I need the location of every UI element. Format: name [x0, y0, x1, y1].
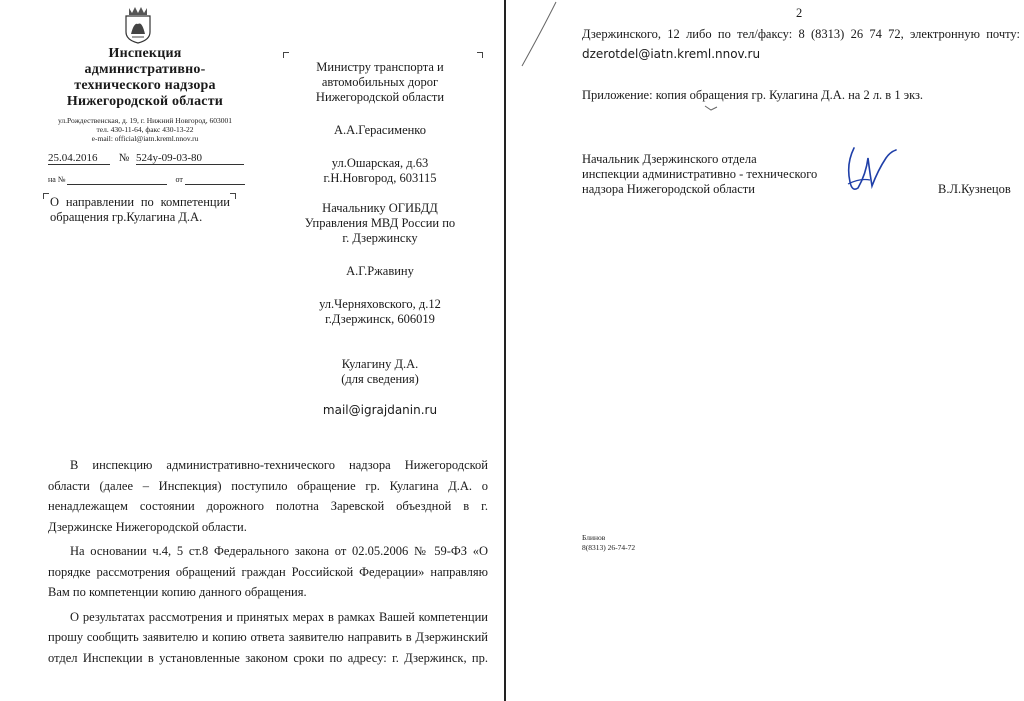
recipient-name: А.Г.Ржавину	[346, 264, 414, 278]
body-line: О результатах рассмотрения и принятых мерах в рамках Вашей компетенции	[70, 609, 488, 624]
issuer-phone: тел. 430-11-64, факс 430-13-22	[96, 125, 194, 134]
recipient-line: г.Н.Новгород, 603115	[323, 171, 437, 185]
signer-title-line: Начальник Дзержинского отдела	[582, 152, 757, 166]
body-line: порядке рассмотрения обращений граждан Российской Федерации» направляю	[48, 564, 488, 579]
issuer-organization	[30, 46, 260, 110]
incoming-date-blank	[185, 175, 245, 185]
recipient-address	[290, 297, 470, 327]
incoming-number-label: на №	[48, 175, 66, 184]
signer-name: В.Л.Кузнецов	[938, 182, 1011, 196]
recipient-line: Начальнику ОГИБДД	[322, 201, 438, 215]
bracket-corner	[283, 52, 289, 58]
body-line: отдел Инспекции в установленные законом сроки по адресу: г. Дзержинск, пр.	[48, 650, 488, 665]
signer-title-line: инспекции административно - технического	[582, 167, 818, 181]
executor-phone: 8(8313) 26-74-72	[582, 543, 636, 552]
subject-line: О направлении по компетенции	[50, 195, 230, 209]
body-line: Дзержинского, 12 либо по тел/факсу: 8 (8313) 26 74 72, электронную почту:	[582, 27, 1020, 41]
bracket-corner	[43, 193, 49, 199]
letter-body	[48, 455, 488, 668]
recipient-line: (для сведения)	[341, 372, 419, 386]
recipient-applicant	[290, 357, 470, 387]
page-1	[0, 0, 505, 701]
signer-title-line: надзора Нижегородской области	[582, 182, 755, 196]
recipient-email: mail@igrajdanin.ru	[322, 403, 438, 417]
recipient-line: ул.Ошарская, д.63	[331, 156, 429, 170]
outgoing-number: 524у-09-03-80	[136, 152, 244, 165]
incoming-date-label: от	[175, 175, 183, 184]
org-line: Нижегородской области	[66, 94, 224, 109]
org-line: Инспекция	[108, 46, 182, 61]
body-line: ненадлежащем состоянии дорожного полотна Заревской объездной в г.	[48, 499, 488, 513]
recipient-line: г.Дзержинск, 606019	[325, 312, 435, 326]
signature-icon	[840, 144, 900, 196]
outgoing-reference	[48, 152, 244, 165]
recipients-block	[290, 60, 470, 418]
outgoing-date: 25.04.2016	[48, 152, 110, 165]
continuation-text	[582, 24, 1020, 64]
executor-info	[582, 533, 635, 553]
scan-mark	[704, 104, 718, 112]
org-line: технического надзора	[74, 78, 216, 93]
body-line: В инспекцию административно-технического надзора Нижегородской	[70, 458, 488, 472]
page-2	[506, 0, 1024, 701]
incoming-reference	[48, 175, 245, 185]
recipient-name: А.А.Герасименко	[334, 123, 426, 137]
scan-mark	[518, 0, 558, 70]
recipient-line: Управления МВД России по	[304, 216, 456, 230]
recipient-line: ул.Черняховского, д.12	[319, 297, 441, 311]
body-line: области (далее – Инспекция) поступило обращение гр. Кулагина Д.А. о	[48, 478, 488, 493]
body-line: Дзержинске Нижегородской области.	[48, 519, 247, 534]
subject	[50, 195, 230, 225]
coat-of-arms-icon	[121, 4, 155, 44]
issuer-contacts	[20, 116, 270, 143]
recipient-line: автомобильных дорог	[321, 75, 439, 89]
issuer-address: ул.Рождественская, д. 19, г. Нижний Новгород, 603001	[58, 116, 232, 125]
recipient-line: Нижегородской области	[315, 90, 445, 104]
incoming-number-blank	[67, 175, 167, 185]
recipient-address	[290, 156, 470, 186]
body-line: На основании ч.4, 5 ст.8 Федерального закона от 02.05.2006 № 59-ФЗ «О	[70, 544, 488, 558]
body-line: прошу сообщить заявителю и копию ответа заявителю направить в Дзержинский	[48, 630, 488, 644]
body-line: Вам по компетенции копию данного обращения.	[48, 585, 307, 599]
bracket-corner	[230, 193, 236, 199]
executor-name: Блинов	[582, 533, 606, 542]
recipient-line: г. Дзержинску	[342, 231, 418, 245]
number-label: №	[118, 152, 130, 164]
contact-email: dzerotdel@iatn.kreml.nnov.ru	[582, 47, 761, 61]
recipient-line: Министру транспорта и	[316, 60, 444, 74]
signer-title	[582, 152, 842, 197]
recipient-ministry	[290, 60, 470, 105]
recipient-line: Кулагину Д.А.	[341, 357, 419, 371]
bracket-corner	[477, 52, 483, 58]
issuer-email: e-mail: official@iatn.kreml.nnov.ru	[91, 134, 199, 143]
page-number: 2	[796, 6, 803, 20]
attachment-note: Приложение: копия обращения гр. Кулагина Д.А. на 2 л. в 1 экз.	[582, 88, 924, 102]
recipient-gibdd	[290, 201, 470, 246]
org-line: административно-	[84, 62, 206, 77]
subject-line: обращения гр.Кулагина Д.А.	[50, 210, 203, 224]
